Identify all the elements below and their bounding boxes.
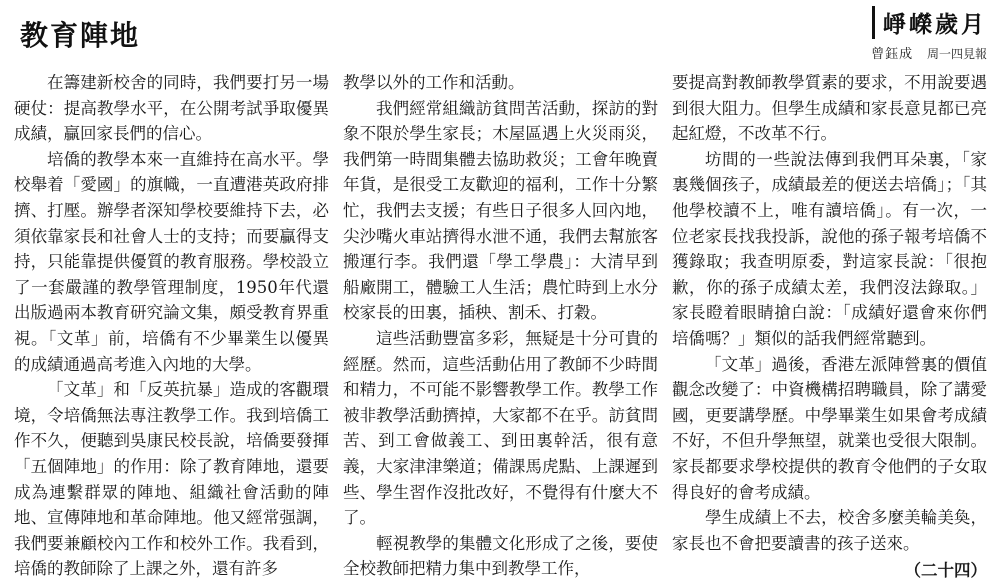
paragraph: 輕視教學的集體文化形成了之後，要使全校教師把精力集中到教學工作，: [343, 533, 658, 579]
paragraph: 學生成績上不去，校舍多麼美輪美奐，家長也不會把要讀書的孩子送來。: [672, 508, 987, 553]
text-column-3: [672, 70, 987, 581]
author-name: 曾鈺成: [871, 47, 914, 62]
paragraph: 這些活動豐富多彩，無疑是十分可貴的經歷。然而，這些活動佔用了教師不少時間和精力，不可能不影響教學工作。教學工作被非教學活動擠掉，大家都不在乎。訪貧問苦、到工會做義工、到田裏幹活，很有意義，大家津津樂道；備課馬虎點、上課遲到些、學生習作沒批改好，不覺得有什麼大不了。: [343, 328, 658, 528]
publication-schedule: 周一四見報: [926, 47, 987, 61]
article-body: [14, 70, 989, 581]
paragraph: 我們經常組織訪貧問苦活動，探訪的對象不限於學生家長；木屋區遇上火災雨災，我們第一時間集體去協助救災；工會年晚賣年貨，是很受工友歡迎的福利，工作十分繁忙，我們去支援；有些日子很多人回內地，尖沙嘴火車站擠得水泄不通，我們去幫旅客搬運行李。我們還「學工學農」：大清早到船廠開工，體驗工人生活；農忙時到上水分校家長的田裏，插秧、割禾、打穀。: [343, 98, 658, 323]
text-column-1: [14, 70, 329, 579]
byline: [797, 43, 987, 62]
paragraph: 坊間的一些說法傳到我們耳朵裏，「家裏幾個孩子，成績最差的便送去培僑」；「其他學校讀不上，唯有讀培僑」。有一次，一位老家長找我投訴，說他的孫子報考培僑不獲錄取；我查明原委，對這家長說：「很抱歉，你的孫子成績太差，我們沒法錄取。」家長瞪着眼睛搶白說：「成績好還會來你們培僑嗎？」類似的話我們經常聽到。: [672, 149, 987, 348]
column-name: 崢嶸歲月: [872, 6, 987, 39]
column-masthead: [797, 6, 987, 62]
paragraph: 在籌建新校舍的同時，我們要打另一場硬仗：提高教學水平，在公開考試爭取優異成績，贏回家長們的信心。: [14, 73, 329, 144]
installment-number: （二十四）: [904, 561, 987, 581]
text-column-2: [343, 70, 658, 579]
paragraph: 培僑的教學本來一直維持在高水平。學校舉着「愛國」的旗幟，一直遭港英政府排擠、打壓。辦學者深知學校要維持下去，必須依靠家長和社會人士的支持；而要贏得支持，只能靠提供優質的教育服務。學校設立了一套嚴謹的教學管理制度，1950年代還出版過兩本教育研究論文集，頗受教育界重視。「文革」前，培僑有不少畢業生以優異的成績通過高考進入內地的大學。: [14, 149, 329, 374]
paragraph: 「文革」和「反英抗暴」造成的客觀環境，令培僑無法專注教學工作。我到培僑工作不久，便聽到吳康民校長說，培僑要發揮「五個陣地」的作用：除了教育陣地，還要成為連繫群眾的陣地、組織社會活動的陣地、宣傳陣地和革命陣地。他又經常强調，我們要兼顧校內工作和校外工作。我看到，培僑的教師除了上課之外，還有許多: [14, 380, 329, 579]
article-headline: 教育陣地: [20, 19, 141, 52]
paragraph: 「文革」過後，香港左派陣營裏的價值觀念改變了：中資機構招聘職員，除了講愛國，更要講學歷。中學畢業生如果會考成績不好，不但升學無望，就業也受很大限制。家長都要求學校提供的教育令他們的子女取得良好的會考成績。: [672, 354, 987, 502]
paragraph-continued: 教學以外的工作和活動。: [343, 73, 525, 92]
paragraph-continued: 要提高對教師教學質素的要求，不用說要遇到很大阻力。但學生成績和家長意見都已亮起紅燈，不改革不行。: [672, 73, 987, 144]
